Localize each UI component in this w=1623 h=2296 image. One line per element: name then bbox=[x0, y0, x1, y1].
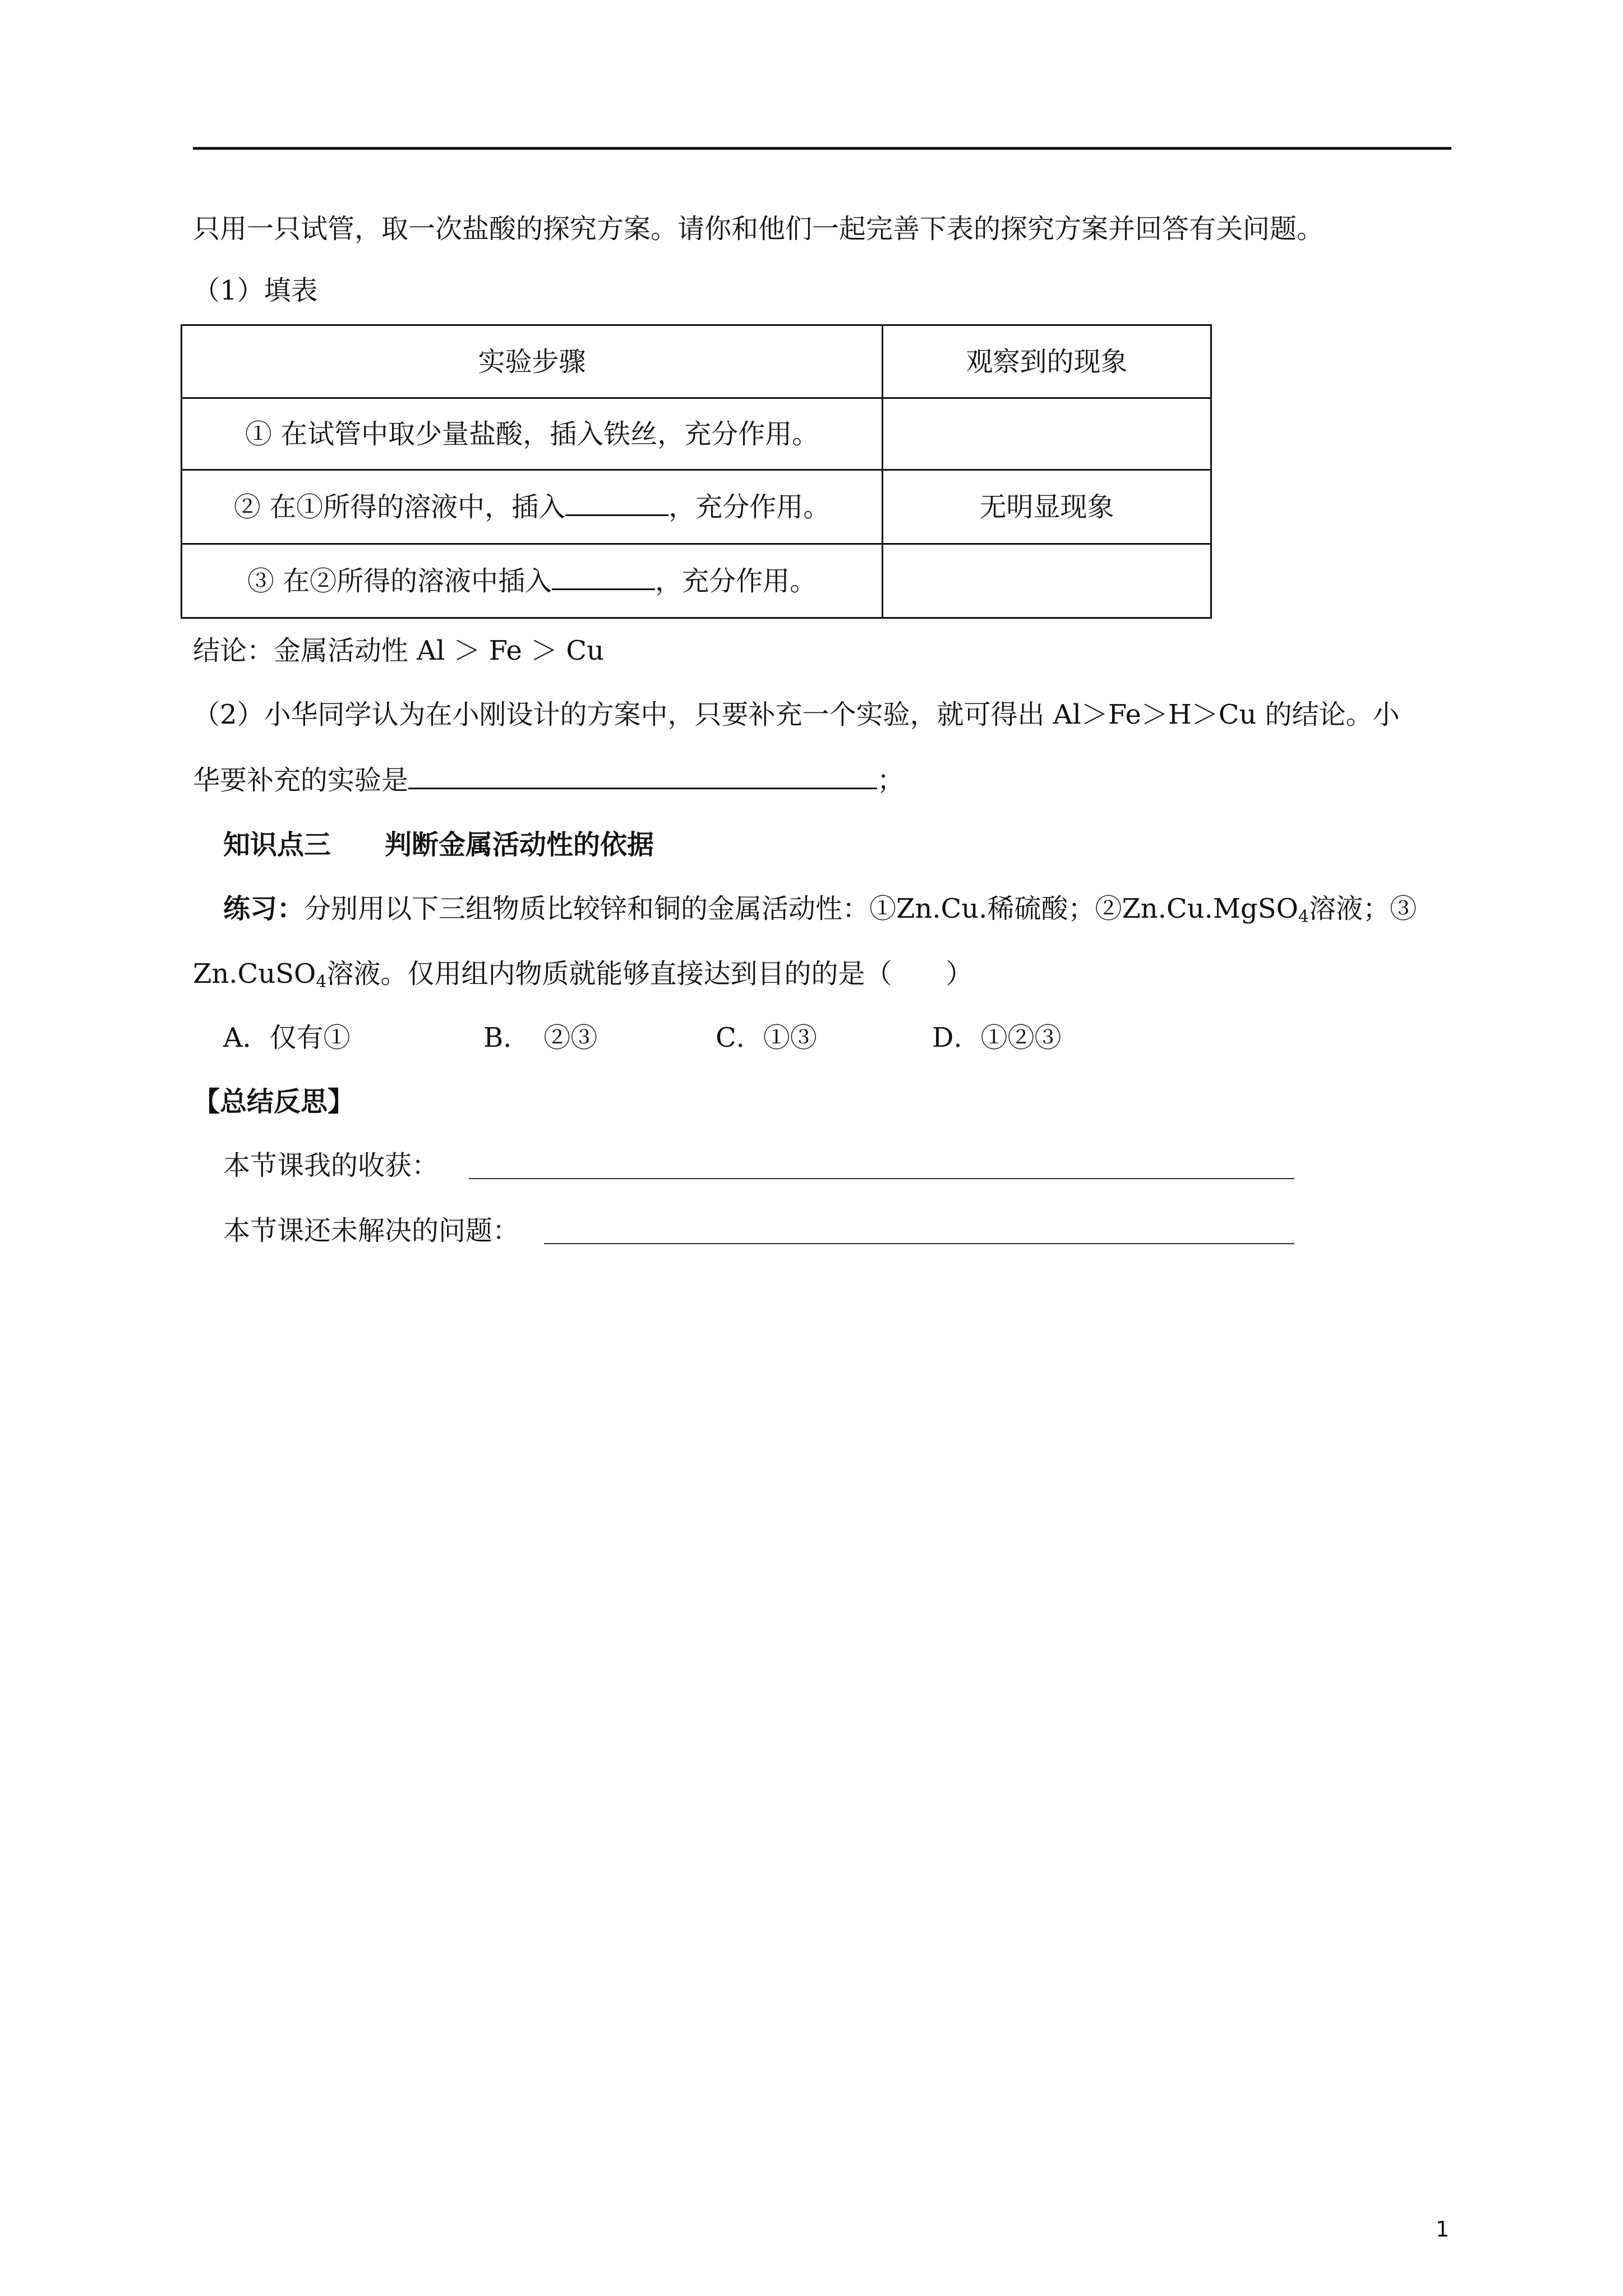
observation-cell-1[interactable] bbox=[883, 398, 1211, 470]
step-cell-2 bbox=[182, 470, 883, 544]
unsolved-answer-line[interactable] bbox=[544, 1243, 1294, 1244]
conclusion: 结论：金属活动性 Al ＞ Fe ＞ Cu bbox=[193, 635, 605, 666]
table-row bbox=[182, 470, 1211, 544]
exercise-line1 bbox=[223, 892, 1417, 934]
header-observation: 观察到的现象 bbox=[883, 325, 1211, 398]
experiment-table bbox=[181, 324, 1212, 619]
table-header-row bbox=[182, 325, 1211, 398]
header-step: 实验步骤 bbox=[182, 325, 883, 398]
table-row bbox=[182, 544, 1211, 618]
fill-blank-3[interactable] bbox=[552, 564, 655, 590]
exercise-text-1-end: 溶液；③ bbox=[1309, 893, 1417, 924]
part2-line2 bbox=[193, 763, 904, 797]
observation-cell-3[interactable] bbox=[883, 544, 1211, 618]
summary-title: 【总结反思】 bbox=[193, 1086, 355, 1117]
exercise-text-1: 分别用以下三组物质比较锌和铜的金属活动性：①Zn.Cu.稀硫酸；②Zn.Cu.MgSO bbox=[304, 893, 1298, 924]
part2-line2-label: 华要补充的实验是 bbox=[193, 765, 409, 796]
part2-line2-end: ； bbox=[877, 765, 905, 796]
header-rule bbox=[193, 147, 1451, 150]
step-cell-3 bbox=[182, 544, 883, 618]
knowledge-title: 知识点三 判断金属活动性的依据 bbox=[223, 829, 654, 861]
exercise-text-2-pre: Zn.CuSO bbox=[193, 958, 316, 990]
exercise-label: 练习： bbox=[223, 893, 305, 924]
option-c[interactable]: C．①③ bbox=[716, 1022, 817, 1053]
option-a[interactable]: A．仅有① bbox=[223, 1022, 351, 1053]
part2-line1: （2）小华同学认为在小刚设计的方案中，只要补充一个实验，就可得出 Al＞Fe＞H＞Cu 的结论。小 bbox=[193, 699, 1400, 730]
step-text-2-pre: ② 在①所得的溶液中，插入 bbox=[233, 491, 566, 523]
fill-blank-2[interactable] bbox=[565, 490, 668, 516]
option-b[interactable]: B． ②③ bbox=[483, 1022, 598, 1053]
exercise-line2 bbox=[193, 957, 973, 999]
subscript-4: 4 bbox=[316, 972, 327, 992]
page-number: 1 bbox=[1436, 2217, 1450, 2242]
step-text-3-post: ，充分作用。 bbox=[655, 565, 817, 597]
supplement-experiment-blank[interactable] bbox=[408, 763, 877, 789]
step-text-3-pre: ③ 在②所得的溶液中插入 bbox=[247, 565, 552, 597]
intro-line: 只用一只试管，取一次盐酸的探究方案。请你和他们一起完善下表的探究方案并回答有关问题。 bbox=[193, 213, 1324, 245]
subscript-4: 4 bbox=[1298, 907, 1310, 927]
gain-answer-line[interactable] bbox=[469, 1178, 1294, 1179]
step-text-1: ① 在试管中取少量盐酸，插入铁丝，充分作用。 bbox=[245, 418, 819, 450]
option-d[interactable]: D．①②③ bbox=[932, 1022, 1062, 1053]
table-row bbox=[182, 398, 1211, 470]
gain-label: 本节课我的收获： bbox=[223, 1150, 439, 1181]
part1-label: （1）填表 bbox=[193, 275, 318, 306]
unsolved-label: 本节课还未解决的问题： bbox=[223, 1215, 520, 1246]
step-cell-1 bbox=[182, 398, 883, 470]
step-text-2-post: ，充分作用。 bbox=[668, 491, 831, 523]
exercise-text-2-post: 溶液。仅用组内物质就能够直接达到目的的是（ ） bbox=[326, 958, 973, 990]
observation-cell-2: 无明显现象 bbox=[883, 470, 1211, 544]
